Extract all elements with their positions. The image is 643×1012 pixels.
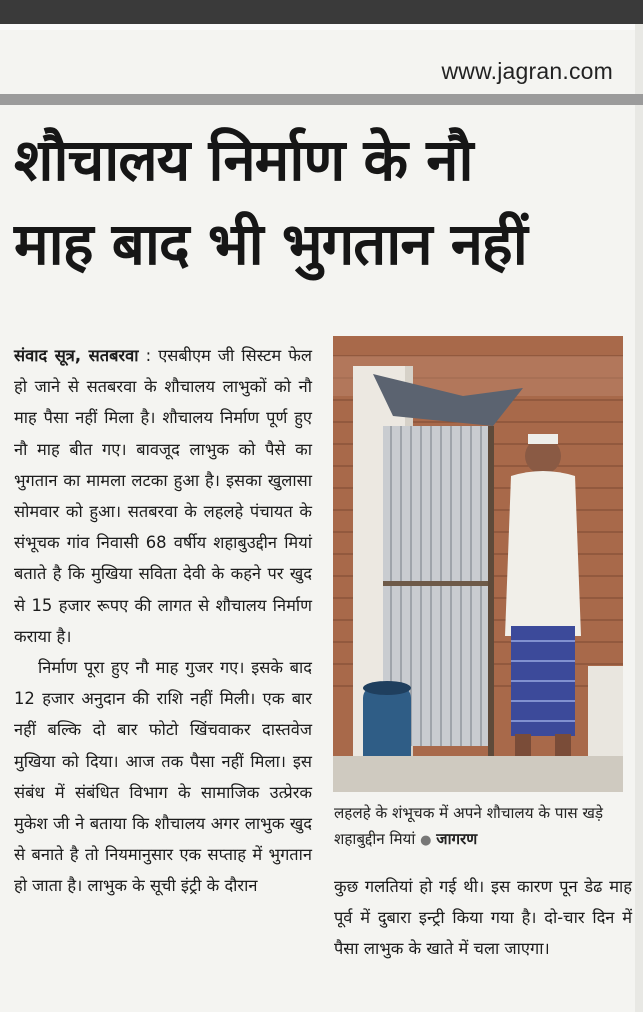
dateline-separator: : <box>138 346 159 365</box>
header-rule <box>0 94 643 105</box>
top-bar <box>0 0 643 24</box>
paragraph-2: निर्माण पूरा हुए नौ माह गुजर गए। इसके बाद 12 हजार अनुदान की राशि नहीं मिली। एक बार नहीं बल्कि दो बार फोटो खिंचवाकर दास्तवेज मुखिया को दिया। आज तक पैसा नहीं मिला। इस संबंध में संबंधित विभाग के सामाजिक उत्प्रेरक मुकेश जी ने बताया कि शौचालय अगर लाभुक खुद से बनाते है तो नियमानुसार एक सप्ताह में भुगतान हो जाता है। लाभुक के सूची इंट्री के दौरान <box>14 658 312 896</box>
article-photo <box>333 336 623 792</box>
caption-bullet-icon: ● <box>420 833 432 848</box>
paragraph-3: कुछ गलतियां हो गई थी। इस कारण पून डेढ माह पूर्व में दुबारा इन्ट्री किया गया है। दो-चार दिन में पैसा लाभुक के खाते में चला जाएगा। <box>334 877 632 959</box>
headline-line-1: शौचालय निर्माण के नौ <box>14 126 473 194</box>
dateline: संवाद सूत्र, सतबरवा <box>14 346 139 365</box>
headline <box>14 118 634 286</box>
paragraph-1-text: एसबीएम जी सिस्टम फेल हो जाने से सतबरवा के शौचालय लाभुकों को नौ माह पैसा नहीं मिला है। शौचालय निर्माण पूर्ण हुए नौ माह बीत गए। बावजूद लाभुक को पैसे का भुगतान का मामला लटका हुआ है। इसका खुलासा सोमवार को हुआ। सतबरवा के लहलहे पंचायत के संभूचक गांव निवासी 68 वर्षीय शहाबुउद्दीन मियां बताते है कि मुखिया सविता देवी के कहने पर खुद से 15 हजार रूपए की लागत से शौचालय निर्माण कराया है। <box>14 346 312 646</box>
photo-caption <box>334 800 634 854</box>
site-url: www.jagran.com <box>441 58 613 84</box>
paragraph-1 <box>14 340 312 652</box>
photo-credit: जागरण <box>436 830 478 848</box>
article-column-right <box>334 871 632 965</box>
article-column-left <box>14 340 312 902</box>
caption-text: लहलहे के शंभूचक में अपने शौचालय के पास खड़े शहाबुद्दीन मियां <box>334 804 604 848</box>
headline-line-2: माह बाद भी भुगतान नहीं <box>14 210 527 278</box>
page-edge <box>635 24 643 1012</box>
photo-illustration <box>333 336 623 792</box>
